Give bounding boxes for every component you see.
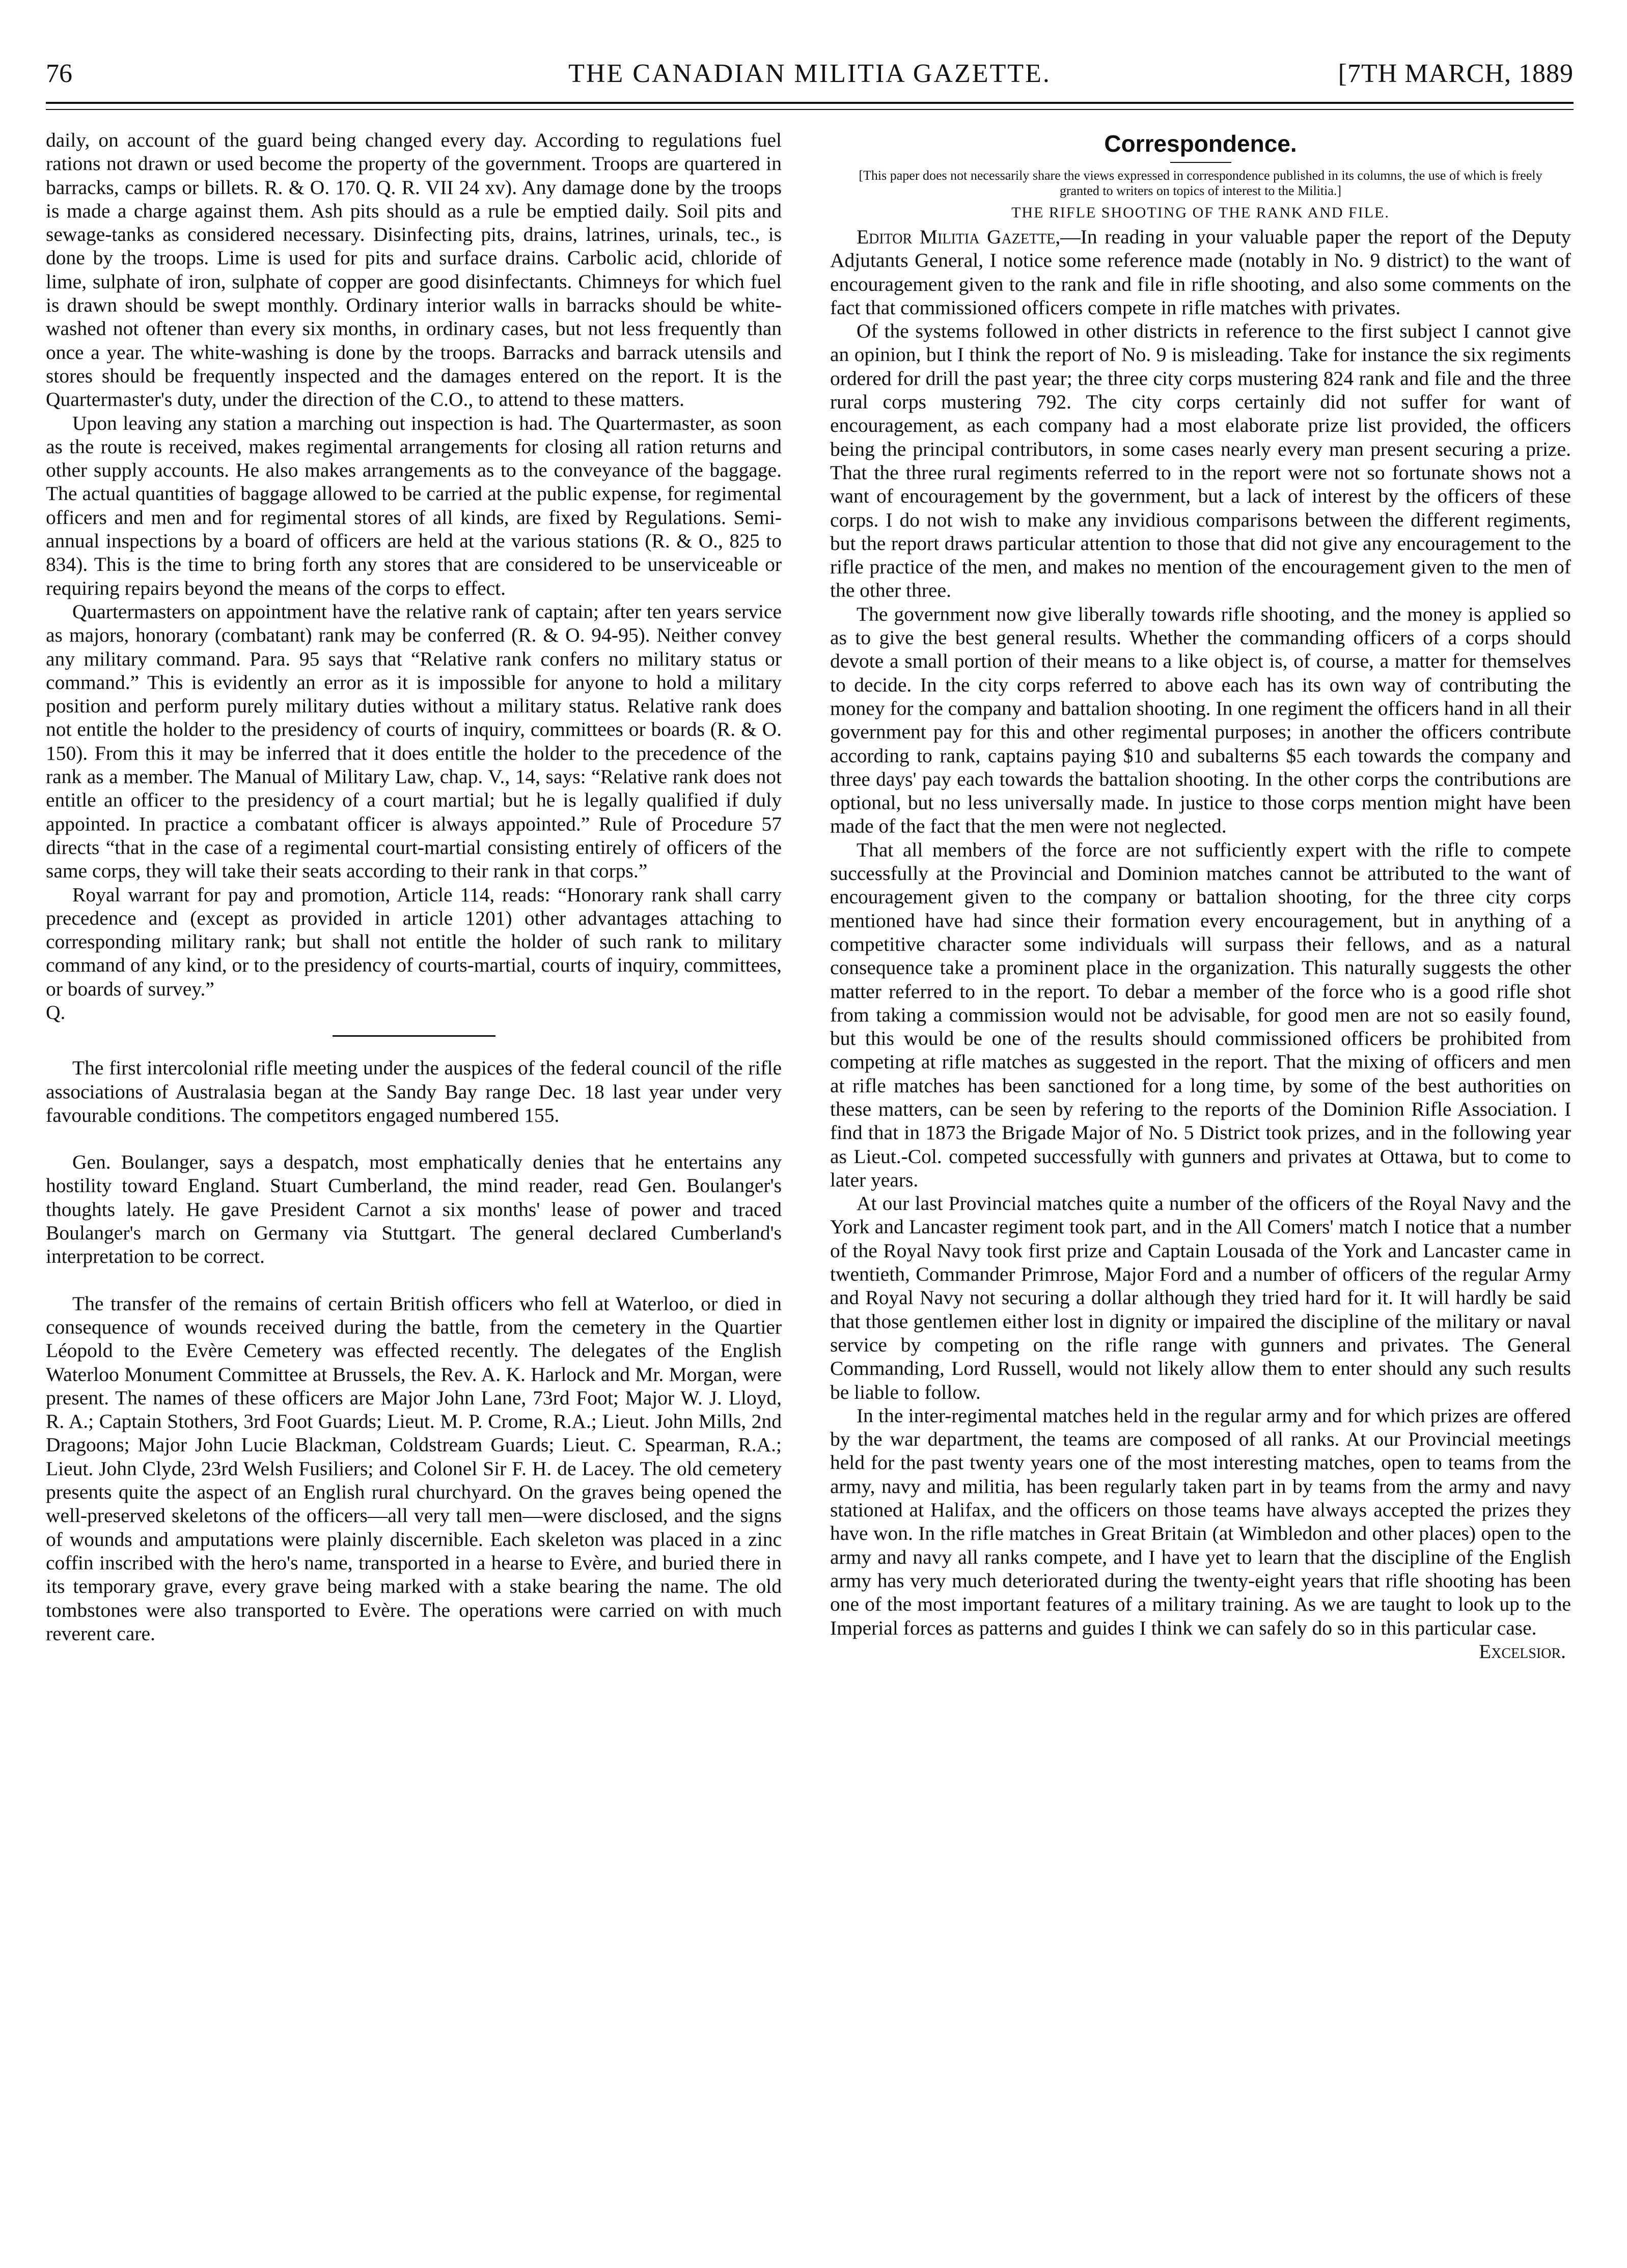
right-column xyxy=(830,128,1571,1663)
masthead-title: THE CANADIAN MILITIA GAZETTE. xyxy=(568,59,1051,88)
letter-paragraph-3: The government now give liberally towards rifle shooting, and the money is applied so as to give the best general results. Whether the commanding officers of a corps should devote a small portion of their means to a like object is, of course, a matter for themselves to decide. In the city corps referred to above each has its own way of contributing the money for the company and battalion shooting. In one regiment the officers hand in all their government pay for this and other regimental purposes; in another the officers contribute according to rank, captains paying $10 and subalterns $5 each towards the company and three days' pay each towards the battalion shooting. In the other corps the contributions are optional, but no less universally made. In justice to those corps mention might have been made of the fact that the men were not neglected. xyxy=(830,602,1571,838)
article-signature: Q. xyxy=(46,1001,66,1024)
letter-salutation: Editor Militia Gazette, xyxy=(857,226,1061,248)
letter-paragraph-1 xyxy=(830,225,1571,319)
quartermaster-article-paragraph-4: Royal warrant for pay and promotion, Article 114, reads: “Honorary rank shall carry precedence and (except as provided in article 1201) other advantages attaching to corresponding military rank; but shall not entitle the holder of such rank to military command of any kind, or to the presidency of courts-martial, courts of inquiry, committees, or boards of survey.” xyxy=(46,883,782,1000)
letter-paragraph-1-text: —In reading in your valuable paper the report of the Deputy Adjutants General, I notice some reference made (notably in No. 9 district) to the want of encouragement given to the rank and file in rifle shooting, and also some comments on the fact that commissioned officers compete in rifle matches with privates. xyxy=(830,226,1571,319)
news-gap xyxy=(46,1127,782,1150)
article-separator-rule xyxy=(333,1035,495,1037)
issue-date: [7TH MARCH, 1889 xyxy=(1338,59,1574,88)
waterloo-news: The transfer of the remains of certain British officers who fell at Waterloo, or died in consequence of wounds received during the battle, from the cemetery in the Quartier Léopold to the Evère Cemetery was effected recently. The delegates of the English Waterloo Monument Committee at Brussels, the Rev. A. K. Harlock and Mr. Morgan, were present. The names of these officers are Major John Lane, 73rd Foot; Major W. J. Lloyd, R. A.; Captain Stothers, 3rd Foot Guards; Lieut. M. P. Crome, R.A.; Lieut. John Mills, 2nd Dragoons; Major John Lucie Blackman, Coldstream Guards; Lieut. C. Spearman, R.A.; Lieut. John Clyde, 23rd Welsh Fusiliers; and Colonel Sir F. H. de Lacey. The old cemetery presents quite the aspect of an English rural churchyard. On the graves being opened the well-preserved skeletons of the officers—all very tall men—were disclosed, and the signs of wounds and amputations were plainly discernible. Each skeleton was placed in a zinc coffin inscribed with the hero's name, transported in a hearse to Evère, and buried there in its temporary grave, every grave being marked with a stake bearing the name. The old tombstones were also transported to Evère. The operations were carried on with much reverent care. xyxy=(46,1292,782,1645)
boulanger-news: Gen. Boulanger, says a despatch, most emphatically denies that he entertains any hostility toward England. Stuart Cumberland, the mind reader, read Gen. Boulanger's thoughts lately. He gave President Carnot a six months' lease of power and traced Boulanger's march on Germany via Stuttgart. The general declared Cumberland's interpretation to be correct. xyxy=(46,1151,782,1268)
letter-paragraph-6: In the inter-regimental matches held in the regular army and for which prizes are offered by the war department, the teams are composed of all ranks. At our Provincial meetings held for the past twenty years one of the most interesting matches, open to teams from the army, navy and militia, has been regularly taken part in by teams from the army and navy stationed at Halifax, and the officers on those teams have always accepted the prizes they have won. In the rifle matches in Great Britain (at Wimbledon and other places) open to the army and navy all ranks compete, and I have yet to learn that the discipline of the English army has very much deteriorated during the twenty-eight years that rifle shooting has been one of the most important features of a military training. As we are taught to look up to the Imperial forces as patterns and guides I think we can safely do so in this particular case. xyxy=(830,1404,1571,1639)
page-header xyxy=(46,59,1574,99)
left-column xyxy=(46,128,782,1645)
page-number: 76 xyxy=(46,59,72,88)
correspondence-heading: Correspondence. xyxy=(1104,130,1297,157)
letter-paragraph-4: That all members of the force are not sufficiently expert with the rifle to compete successfully at the Provincial and Dominion matches cannot be attributed to the want of encouragement given to the company or battalion shooting, for the three city corps mentioned have had since their formation every encouragement, but in anything of a competitive character some individuals will surpass their fellows, and as a natural consequence take a prominent place in the organization. This naturally suggests the other matter referred to in the report. To debar a member of the force who is a good rifle shot from taking a commission would not be advisable, for good men are not so easily found, but this would be one of the results should commissioned officers be prohibited from competing at rifle matches as suggested in the report. That the mixing of officers and men at rifle matches has been sanctioned for a long time, by some of the best authorities on these matters, can be seen by refering to the reports of the Dominion Rifle Association. I find that in 1873 the Brigade Major of No. 5 District took prizes, and in the following year as Lieut.-Col. competed successfully with gunners and privates at Ottawa, but to come to later years. xyxy=(830,838,1571,1191)
news-gap xyxy=(46,1268,782,1292)
letter-title: THE RIFLE SHOOTING OF THE RANK AND FILE. xyxy=(1011,204,1390,221)
rifle-meeting-news: The first intercolonial rifle meeting under the auspices of the federal council of the rifle associations of Australasia began at the Sandy Bay range Dec. 18 last year under very favourable conditions. The competitors engaged numbered 155. xyxy=(46,1057,782,1126)
quartermaster-article-paragraph-3: Quartermasters on appointment have the relative rank of captain; after ten years service as majors, honorary (combatant) rank may be conferred (R. & O. 94-95). Neither convey any military command. Para. 95 says that “Relative rank confers no military status or command.” This is evidently an error as it is impossible for anyone to hold a military position and perform purely military duties without a military status. Relative rank does not entitle the holder to the presidency of courts of inquiry, committees or boards (R. & O. 150). From this it may be inferred that it does entitle the holder to the precedence of the rank as a member. The Manual of Military Law, chap. V., 14, says: “Relative rank does not entitle an officer to the presidency of a court martial; but he is legally qualified if duly appointed. In practice a combatant officer is always appointed.” Rule of Procedure 57 directs “that in the case of a regimental court-martial consisting entirely of officers of the same corps, they will take their seats according to their rank in that corps.” xyxy=(46,600,782,882)
letter-paragraph-2: Of the systems followed in other districts in reference to the first subject I cannot give an opinion, but I think the report of No. 9 is misleading. Take for instance the six regiments ordered for drill the past year; the three city corps mustering 824 rank and file and the three rural corps mustering 792. The city corps certainly did not suffer for want of encouragement, as each company had a most elaborate prize list provided, the officers being the principal contributors, in some cases nearly every man present securing a prize. That the three rural regiments referred to in the report were not so fortunate shows not a want of encouragement by the government, but a lack of interest by the officers of these corps. I do not wish to make any invidious comparisons between the different regiments, but the report draws particular attention to those that did not give any encouragement to the rifle practice of the men, and makes no mention of the encouragement given to the men of the other three. xyxy=(830,320,1571,602)
heading-rule xyxy=(1170,162,1231,163)
header-rule-thin xyxy=(46,109,1574,110)
quartermaster-article-paragraph-1: daily, on account of the guard being changed every day. According to regulations fuel rations not drawn or used become the property of the government. Troops are quartered in barracks, camps or billets. R. & O. 170. Q. R. VII 24 xv). Any damage done by the troops is made a charge against them. Ash pits should as a rule be emptied daily. Soil pits and sewage-tanks as considered necessary. Disinfecting pits, drains, latrines, urinals, tec., is done by the troops. Lime is used for pits and surface drains. Carbolic acid, chloride of lime, sulphate of iron, sulphate of copper are good disinfectants. Chimneys for which fuel is drawn should be swept monthly. Ordinary interior walls in barracks should be white-washed not oftener than every six months, in ordinary cases, but not less frequently than once a year. The white-washing is done by the troops. Barracks and barrack utensils and stores should be frequently inspected and the damages entered on the report. It is the Quartermaster's duty, under the direction of the C.O., to attend to these matters. xyxy=(46,129,782,411)
editorial-note: [This paper does not necessarily share the views expressed in correspondence published in its columns, the use of which is freely granted to writers on topics of interest to the Militia.] xyxy=(859,168,1542,198)
quartermaster-article-paragraph-2: Upon leaving any station a marching out inspection is had. The Quartermaster, as soon as the route is received, makes regimental arrangements for closing all ration returns and other supply accounts. He also makes arrangements as to the conveyance of the baggage. The actual quantities of baggage allowed to be carried at the public expense, for regimental officers and men and for regimental stores of all kinds, are fixed by Regulations. Semi-annual inspections by a board of officers are held at the various stations (R. & O., 825 to 834). This is the time to bring forth any stores that are considered to be unserviceable or requiring repairs beyond the means of the corps to effect. xyxy=(46,411,782,599)
letter-signature: Excelsior. xyxy=(1479,1640,1566,1663)
header-rule-thick xyxy=(46,102,1574,104)
letter-paragraph-5: At our last Provincial matches quite a number of the officers of the Royal Navy and the York and Lancaster regiment took part, and in the All Comers' match I notice that a number of the Royal Navy took first prize and Captain Lousada of the York and Lancaster came in twentieth, Commander Primrose, Major Ford and a number of officers of the regular Army and Royal Navy not securing a dollar although they tried hard for it. It will hardly be said that those gentlemen either lost in dignity or impaired the discipline of the military or naval service by competing on the rifle range with gunners and privates. The General Commanding, Lord Russell, would not likely allow them to enter should any such results be liable to follow. xyxy=(830,1192,1571,1403)
